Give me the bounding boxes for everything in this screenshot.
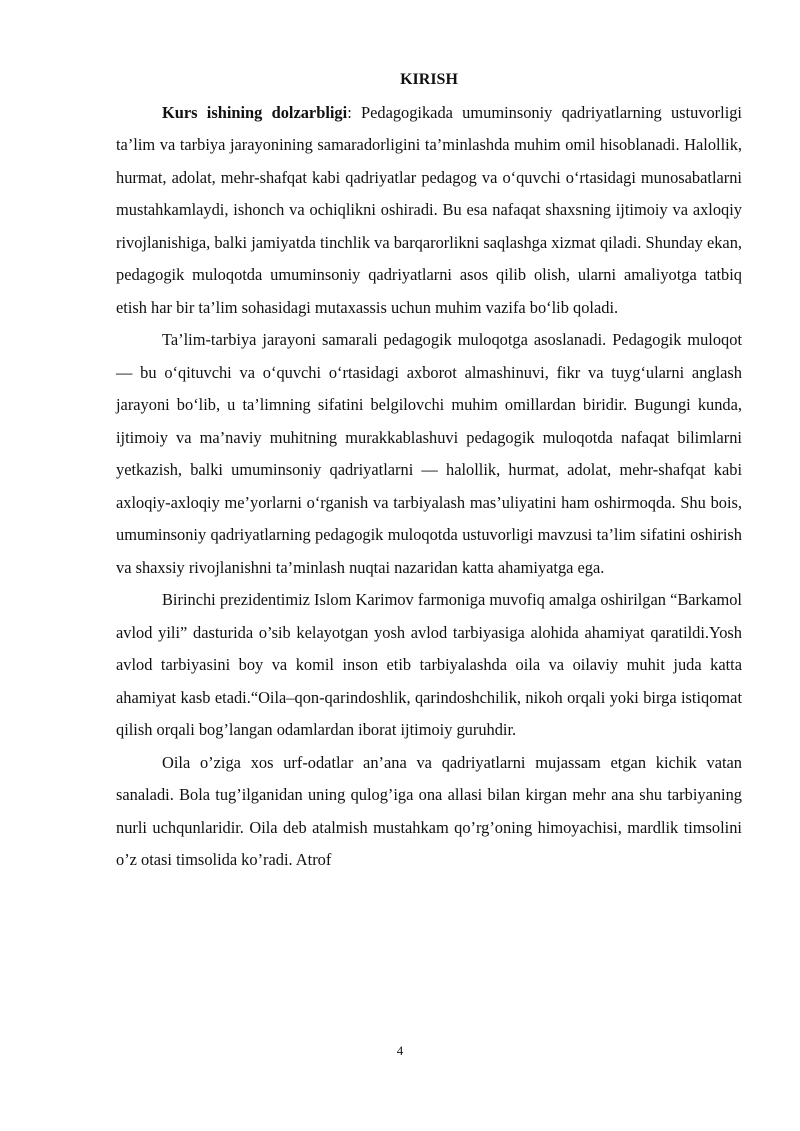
paragraph-text: Ta’lim-tarbiya jarayoni samarali pedagogik muloqotga asoslanadi. Pedagogik muloqot — bu o‘qituvchi va o‘quvchi o‘rtasidagi axborot almashinuvi, fikr va tuyg‘ularni anglash jarayoni bo‘lib, u ta’limning sifatini belgilovchi muhim omillardan biridir. Bugungi kunda, ijtimoiy va ma’naviy muhitning murakkablashuvi pedagogik muloqotda nafaqat bilimlarni yetkazish, balki umuminsoniy qadriyatlarni — halollik, hurmat, adolat, mehr-shafqat kabi axloqiy-axloqiy me’yorlarni o‘rganish va tarbiyalash mas’uliyatini ham oshirmoqda. Shu bois, umuminsoniy qadriyatlarning pedagogik muloqotda ustuvorligi mavzusi ta’lim sifatini oshirish va shaxsiy rivojlanishni ta’minlash nuqtai nazaridan katta ahamiyatga ega. bbox=[116, 330, 742, 577]
paragraph-4 bbox=[116, 747, 742, 877]
paragraph-3 bbox=[116, 584, 742, 747]
paragraph-lead: Kurs ishining dolzarbligi bbox=[162, 102, 348, 122]
page-title: KIRISH bbox=[400, 71, 458, 88]
paragraph-text: Oila o’ziga xos urf-odatlar an’ana va qadriyatlarni mujassam etgan kichik vatan sanaladi. Bola tug’ilganidan uning qulog’iga ona allasi bilan kirgan mehr ana shu tarbiyaning nurli uchqunlaridir. Oila deb atalmish mustahkam qo’rg’oning himoyachisi, mardlik timsolini o’z otasi timsolida ko’radi. Atrof bbox=[116, 752, 742, 869]
paragraph-text: : Pedagogikada umuminsoniy qadriyatlarning ustuvorligi ta’lim va tarbiya jarayonining samaradorligini ta’minlashda muhim omil hisoblanadi. Halollik, hurmat, adolat, mehr-shafqat kabi qadriyatlar pedagog va o‘quvchi o‘rtasidagi munosabatlarni mustahkamlaydi, ishonch va ochiqlikni oshiradi. Bu esa nafaqat shaxsning ijtimoiy va axloqiy rivojlanishiga, balki jamiyatda tinchlik va barqarorlikni saqlashga xizmat qiladi. Shunday ekan, pedagogik muloqotda umuminsoniy qadriyatlarni asos qilib olish, ularni amaliyotga tatbiq etish har bir ta’lim sohasidagi mutaxassis uchun muhim vazifa bo‘lib qoladi. bbox=[116, 102, 742, 317]
paragraph-1 bbox=[116, 97, 742, 325]
document-page bbox=[116, 64, 742, 877]
paragraph-text: Birinchi prezidentimiz Islom Karimov farmoniga muvofiq amalga oshirilgan “Barkamol avlod yili” dasturida o’sib kelayotgan yosh avlod tarbiyasiga alohida ahamiyat qaratildi.Yosh avlod tarbiyasini boy va komil inson etib tarbiyalashda oila va oilaviy muhit juda katta ahamiyat kasb etadi.“Oila–qon-qarindoshlik, qarindoshchilik, nikoh orqali yoki birga istiqomat qilish orqali bog’langan odamlardan iborat ijtimoiy guruhdir. bbox=[116, 590, 742, 739]
page-number: 4 bbox=[396, 1043, 404, 1058]
paragraph-2 bbox=[116, 324, 742, 584]
